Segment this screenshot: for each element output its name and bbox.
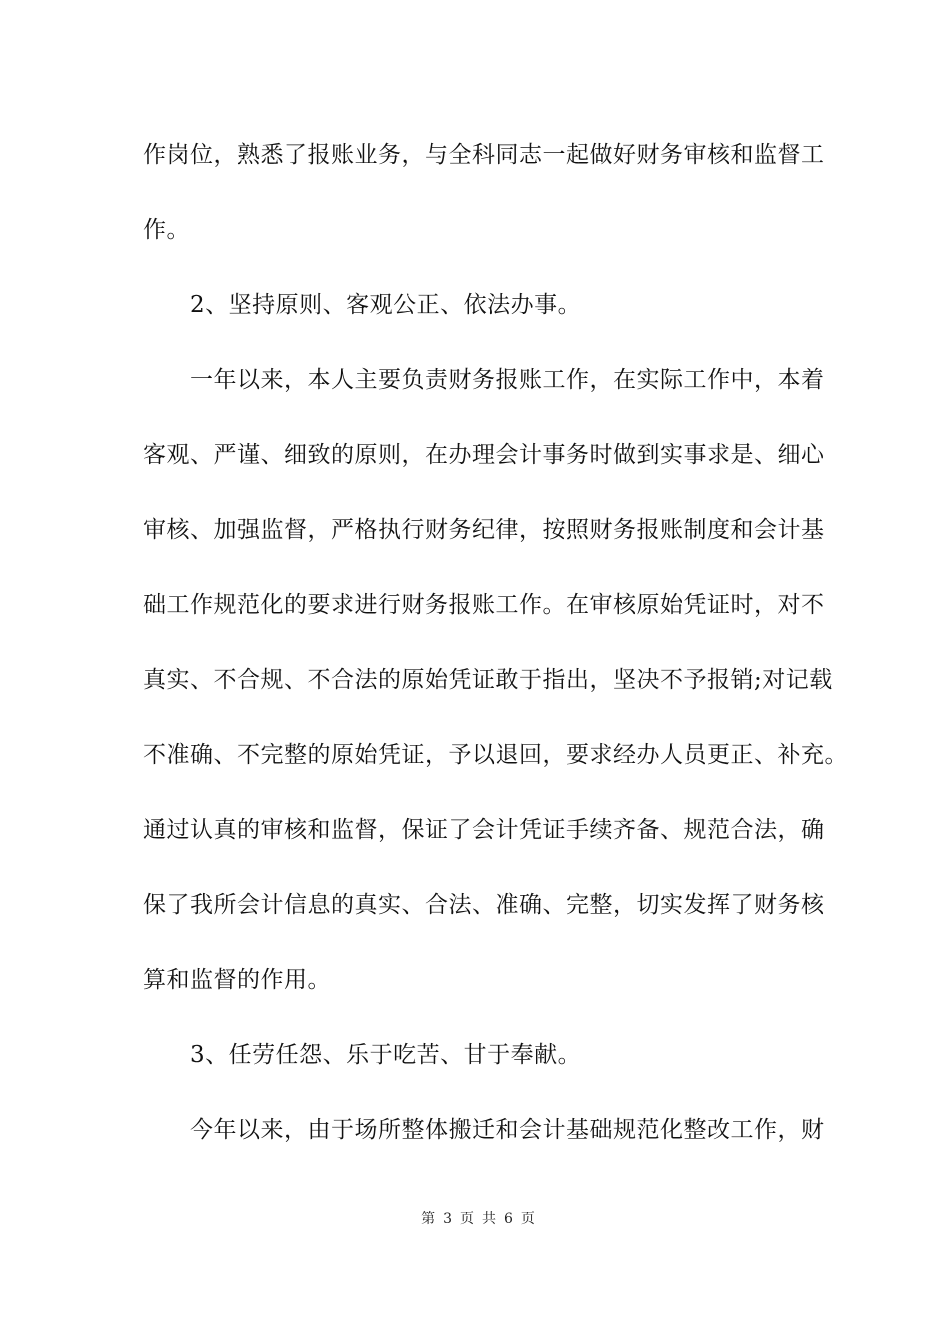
body-text-line: 础工作规范化的要求进行财务报账工作。在审核原始凭证时，对不 bbox=[143, 592, 825, 618]
paragraph-first-line: 今年以来，由于场所整体搬迁和会计基础规范化整改工作，财 bbox=[190, 1117, 825, 1143]
footer-total-word: 共 bbox=[482, 1211, 496, 1227]
body-text-line: 客观、严谨、细致的原则，在办理会计事务时做到实事求是、细心 bbox=[143, 442, 825, 468]
body-text-line: 不准确、不完整的原始凭证，予以退回，要求经办人员更正、补充。 bbox=[143, 742, 848, 768]
page-footer bbox=[0, 1209, 950, 1229]
body-text-line: 作岗位，熟悉了报账业务，与全科同志一起做好财务审核和监督工 bbox=[143, 142, 825, 168]
section-heading: 2、坚持原则、客观公正、依法办事。 bbox=[190, 292, 582, 318]
paragraph-first-line: 一年以来，本人主要负责财务报账工作，在实际工作中，本着 bbox=[190, 367, 825, 393]
footer-prefix: 第 bbox=[421, 1211, 436, 1227]
body-text-line: 审核、加强监督，严格执行财务纪律，按照财务报账制度和会计基 bbox=[143, 517, 825, 543]
footer-current-page: 3 bbox=[443, 1211, 452, 1227]
body-text-line: 作。 bbox=[143, 217, 190, 243]
body-text-line: 算和监督的作用。 bbox=[143, 967, 331, 993]
footer-page-word: 页 bbox=[460, 1211, 474, 1227]
body-text-line: 保了我所会计信息的真实、合法、准确、完整，切实发挥了财务核 bbox=[143, 892, 825, 918]
footer-total-pages: 6 bbox=[504, 1211, 513, 1227]
body-text-line: 通过认真的审核和监督，保证了会计凭证手续齐备、规范合法，确 bbox=[143, 817, 825, 843]
footer-suffix: 页 bbox=[520, 1211, 535, 1227]
body-text-line: 真实、不合规、不合法的原始凭证敢于指出，坚决不予报销;对记载 bbox=[143, 667, 833, 693]
section-heading: 3、任劳任怨、乐于吃苦、甘于奉献。 bbox=[190, 1042, 582, 1068]
